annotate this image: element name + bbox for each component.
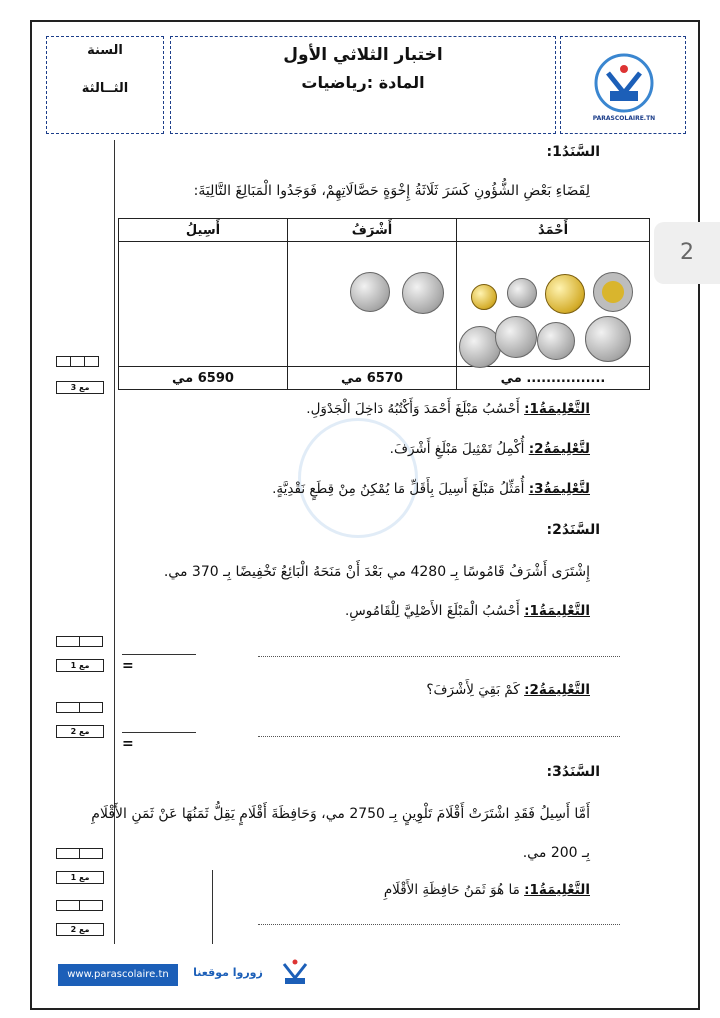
sanad2-text: إِشْتَرَى أَشْرَفُ قَامُوسًا بِـ 4280 مي بَعْدَ أَنْ مَنَحَهُ الْبَائِعُ تَخْفِيضًا بِـ 370 مي. [163, 564, 590, 580]
asil-amount: 6590 مي [119, 367, 288, 390]
sanad1-instruction-2: لتَّعْلِيمَةُ2: أُكْمِلُ تَمْثِيلَ مَبْلَغِ أَشْرَفَ. [389, 441, 590, 457]
ahmed-amount[interactable]: ................ مي [457, 367, 650, 390]
parascolaire-logo-icon [594, 53, 654, 113]
ashraf-amount: 6570 مي [288, 367, 457, 390]
coin-icon [507, 278, 537, 308]
coin-icon [350, 272, 390, 312]
equals-sign: = [122, 736, 134, 752]
grade-mark-3: مع 3 [56, 356, 104, 394]
subject-line: المادة :رياضيات [301, 73, 425, 92]
grade-box [46, 36, 164, 134]
answer-short-line[interactable] [122, 654, 196, 655]
margin-line [114, 140, 115, 944]
asil-coins-cell[interactable] [119, 242, 288, 367]
sanad1-text: لِقَضَاءِ بَعْضِ الشُّؤُونِ كَسَرَ ثَلَاثَةُ إِخْوَةٍ حَصَّالَاتِهِمْ، فَوَجَدُوا الْمَبَالِغَ التَّالِيَةَ: [193, 183, 590, 199]
year-label: السنة [87, 43, 123, 58]
title-box [170, 36, 556, 134]
sanad2-instruction-2: التَّعْلِيمَةُ2: كَمْ بَقِيَ لِأَشْرَفَ؟ [426, 682, 590, 698]
header-ahmed: أَحْمَدُ [457, 219, 650, 242]
sanad3-heading: السَّنَدُ3: [546, 764, 600, 780]
website-link[interactable]: www.parascolaire.tn [58, 964, 178, 986]
coin-icon [471, 284, 497, 310]
coins-table [118, 218, 650, 390]
visit-us-label: زوروا موقعنا [193, 966, 263, 979]
watermark-icon [298, 418, 418, 538]
ashraf-coins-cell[interactable] [288, 242, 457, 367]
parascolaire-logo-icon [278, 958, 312, 988]
coin-icon [545, 274, 585, 314]
equals-sign: = [122, 658, 134, 674]
coin-icon [495, 316, 537, 358]
grade-mark-1a: مع 1 [56, 636, 104, 672]
answer-dotted-line[interactable] [258, 736, 620, 737]
coin-icon [585, 316, 631, 362]
coin-icon [402, 272, 444, 314]
coin-icon [593, 272, 633, 312]
sanad1-instruction-1: التَّعْلِيمَةُ1: أَحْسُبُ مَبْلَغَ أَحْمَدَ وَأَكْتُبُهُ دَاخِلَ الْجَدْوَلِ. [306, 401, 590, 417]
sanad3-text-1: أَمَّا أَسِيلُ فَقَدِ اشْتَرَتْ أَقْلَامَ تَلْوِينٍ بِـ 2750 مي، وَحَافِظَةَ أَقْلَامٍ يَقِلُّ ثَمَنُهَا عَنْ ثَمَنِ الأَقْلَامِ [91, 806, 590, 822]
exam-title: اختبار الثلاثي الأول [283, 45, 443, 65]
sanad3-instruction-1: التَّعْلِيمَةُ1: مَا هُوَ ثَمَنُ حَافِظَةِ الأَقْلَامِ [383, 882, 590, 898]
sanad1-instruction-3: لتَّعْلِيمَةُ3: أُمَثِّلُ مَبْلَغَ أَسِيلَ بِأَقَلِّ مَا يُمْكِنُ مِنْ قِطَعٍ نَقْدِيَّةٍ. [272, 481, 590, 497]
answer-vertical-line [212, 870, 213, 944]
answer-dotted-line[interactable] [258, 924, 620, 925]
grade-mark-1b: مع 1 [56, 848, 104, 884]
coin-icon [537, 322, 575, 360]
grade-mark-2a: مع 2 [56, 702, 104, 738]
year-value: الثــالثة [81, 81, 129, 96]
header-asil: أَسِيلُ [119, 219, 288, 242]
logo-box [560, 36, 686, 134]
ahmed-coins-cell [457, 242, 650, 367]
answer-short-line[interactable] [122, 732, 196, 733]
answer-dotted-line[interactable] [258, 656, 620, 657]
sanad2-instruction-1: التَّعْلِيمَةُ1: أَحْسُبُ الْمَبْلَغَ الأَصْلِيَّ لِلْقَامُوسِ. [345, 603, 590, 619]
sanad2-heading: السَّنَدُ2: [546, 522, 600, 538]
page-number-badge: 2 [654, 222, 720, 284]
logo-text: PARASCOLAIRE.TN [592, 115, 656, 122]
sanad3-text-2: بِـ 200 مي. [522, 845, 590, 861]
sanad1-heading: السَّنَدُ1: [546, 144, 600, 160]
header-ashraf: أَشْرَفُ [288, 219, 457, 242]
grade-mark-2b: مع 2 [56, 900, 104, 936]
